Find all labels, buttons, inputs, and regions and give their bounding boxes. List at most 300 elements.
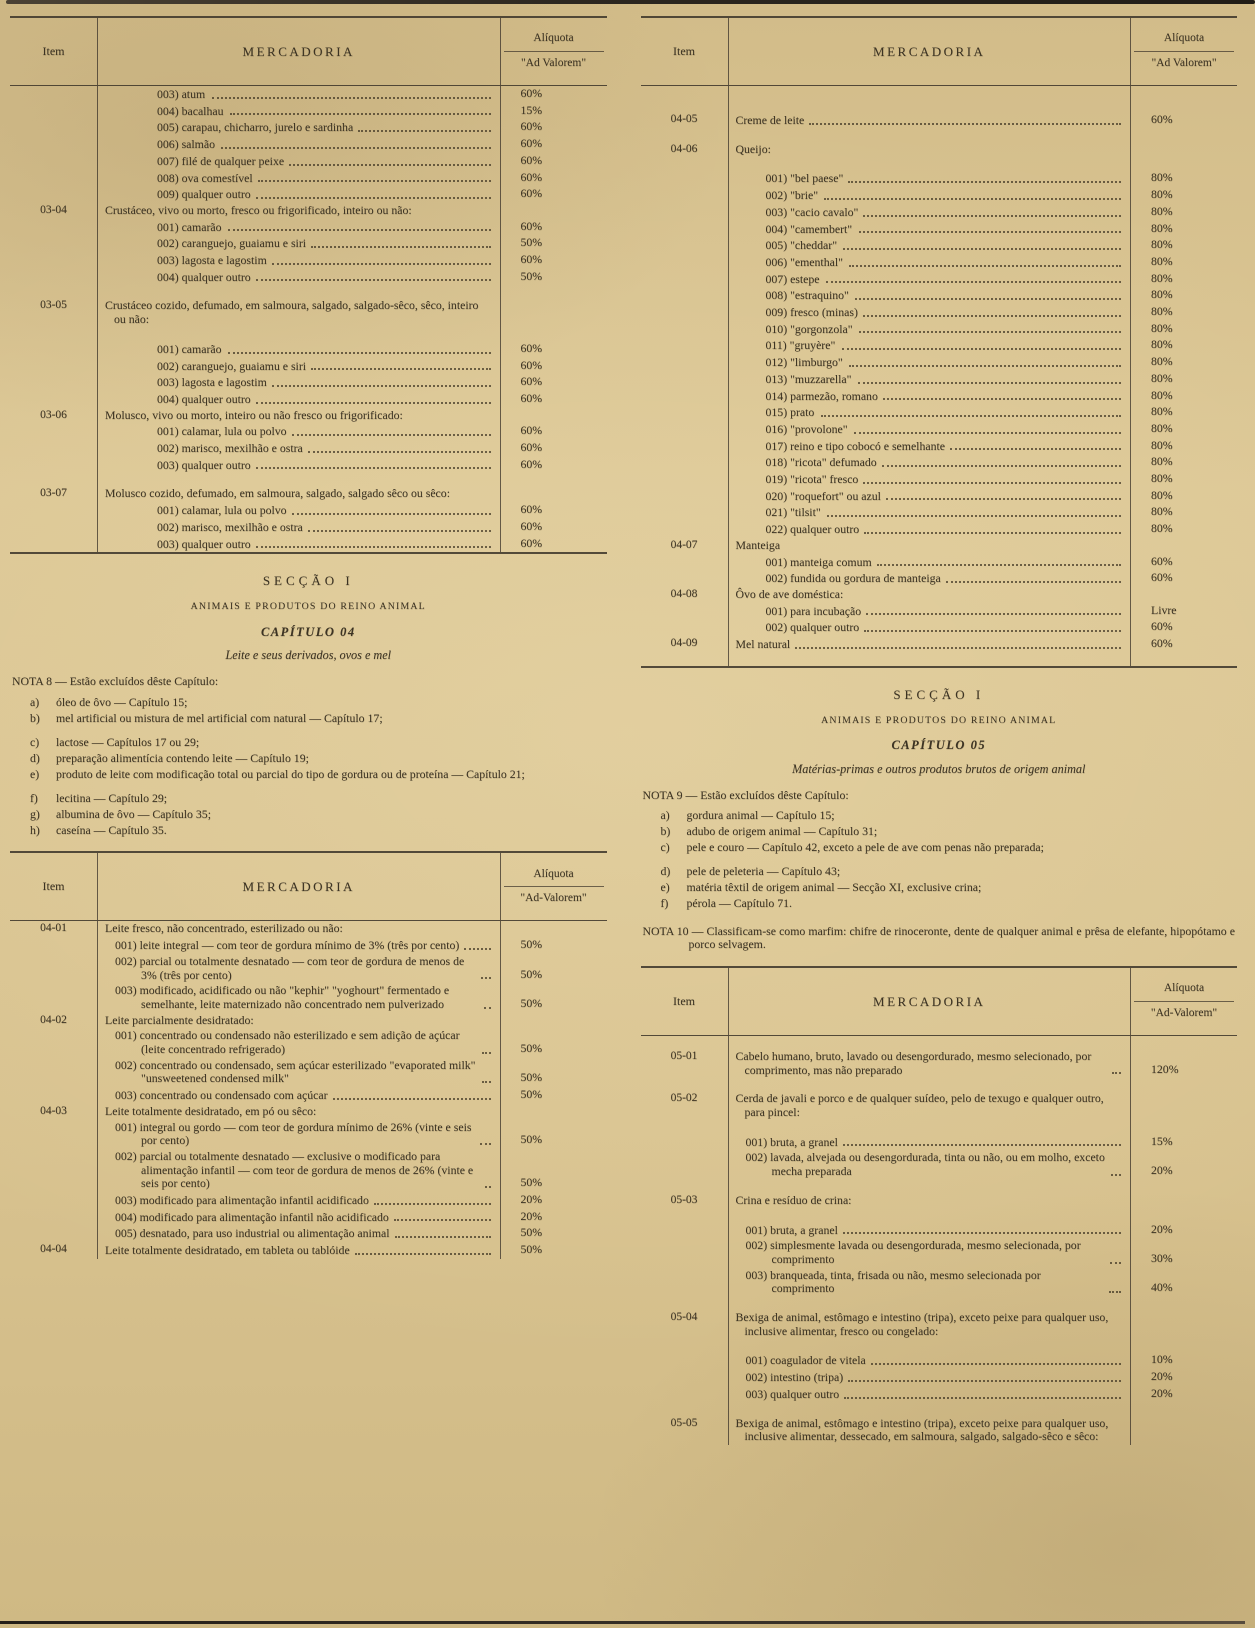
mercadoria-cell	[729, 371, 1132, 388]
mercadoria-text: 007) filé de qualquer peixe	[157, 153, 285, 168]
aliquota-label: Alíquota	[1134, 982, 1234, 1002]
aliquota-cell: 60%	[1151, 619, 1173, 634]
dot-leader	[480, 1143, 491, 1145]
mercadoria-text: 003) qualquer outro	[745, 1386, 840, 1401]
note-intro: NOTA 9 — Estão excluídos dêste Capítulo:	[642, 787, 849, 802]
item-code-cell: 04-05	[641, 112, 729, 129]
table-row	[10, 983, 607, 1012]
item-code-cell	[641, 1403, 729, 1416]
table-row	[641, 1222, 1238, 1239]
item-code-cell	[641, 388, 729, 405]
item-code-cell	[10, 374, 98, 391]
aliquota-cell	[501, 921, 607, 937]
spacer-row	[641, 1078, 1238, 1091]
table-row	[641, 321, 1238, 338]
aliquota-cell	[501, 1013, 607, 1029]
table-row	[10, 136, 607, 153]
mercadoria-cell	[98, 954, 501, 983]
mercadoria-text: 018) "ricota" defumado	[765, 455, 877, 470]
mercadoria-cell	[98, 103, 501, 120]
tariff-table	[10, 16, 607, 554]
aliquota-cell	[1131, 1078, 1237, 1091]
mercadoria-cell	[98, 252, 501, 269]
mercadoria-cell	[729, 1339, 1132, 1352]
table-row	[641, 438, 1238, 455]
item-code-cell	[10, 285, 98, 298]
mercadoria-cell	[729, 388, 1132, 405]
aliquota-cell	[1131, 1180, 1237, 1193]
mercadoria-text: 003) qualquer outro	[157, 457, 251, 472]
dot-leader	[863, 482, 1121, 484]
dot-leader	[485, 1186, 491, 1188]
dot-leader	[308, 530, 491, 532]
mercadoria-cell	[98, 358, 501, 375]
aliquota-cell: 80%	[1151, 437, 1173, 452]
table-row	[10, 341, 607, 358]
item-code-cell: 05-02	[641, 1091, 729, 1120]
mercadoria-cell	[98, 1149, 501, 1192]
table-row	[641, 488, 1238, 505]
mercadoria-cell	[729, 129, 1132, 142]
spacer-row	[641, 129, 1238, 142]
aliquota-cell: 20%	[520, 1192, 543, 1207]
aliquota-cell	[1131, 653, 1237, 666]
mercadoria-cell	[98, 136, 501, 153]
page-top-rule	[6, 0, 1255, 4]
table-row	[10, 486, 607, 502]
dot-leader	[484, 1007, 491, 1009]
aliquota-cell: 120%	[1151, 1061, 1179, 1076]
table-row	[10, 298, 607, 327]
mercadoria-cell	[729, 1297, 1132, 1310]
item-code-cell	[641, 287, 729, 304]
mercadoria-cell	[729, 337, 1132, 354]
aliquota-cell: 50%	[520, 268, 543, 283]
aliquota-cell: 80%	[1151, 454, 1173, 469]
table-row	[641, 254, 1238, 271]
item-code-cell	[641, 471, 729, 488]
aliquota-cell: 80%	[1151, 203, 1173, 218]
note-item	[30, 712, 605, 726]
aliquota-cell: 80%	[1151, 521, 1173, 536]
mercadoria-text: 019) "ricota" fresco	[765, 472, 859, 487]
mercadoria-text: 001) calamar, lula ou polvo	[157, 424, 287, 439]
aliquota-cell: 80%	[1151, 354, 1173, 369]
table-row	[641, 554, 1238, 571]
aliquota-cell: 80%	[1151, 420, 1173, 435]
dot-leader	[394, 1219, 491, 1221]
table-row	[10, 1087, 607, 1104]
mercadoria-text: 004) qualquer outro	[157, 269, 251, 284]
aliquota-cell: 80%	[1151, 237, 1173, 252]
note-item	[661, 897, 1236, 911]
dot-leader	[292, 434, 491, 436]
mercadoria-cell	[729, 204, 1132, 221]
table-row	[641, 504, 1238, 521]
mercadoria-text: Crustáceo, vivo ou morto, fresco ou frigorificado, inteiro ou não:	[105, 202, 412, 217]
table-row	[641, 619, 1238, 636]
table-row	[641, 1416, 1238, 1445]
spacer-row	[10, 328, 607, 341]
mercadoria-cell	[729, 157, 1132, 170]
table-row	[10, 1192, 607, 1209]
column-left	[10, 16, 607, 1447]
table-header	[641, 968, 1238, 1036]
mercadoria-text: 003) lagosta e lagostim	[157, 375, 267, 390]
mercadoria-cell	[729, 538, 1132, 554]
table-row	[641, 1268, 1238, 1297]
aliquota-cell: 60%	[1151, 636, 1173, 651]
item-code-cell	[10, 341, 98, 358]
table-row	[641, 603, 1238, 620]
dot-leader	[395, 1236, 491, 1238]
dot-leader	[289, 164, 490, 166]
note-item	[30, 808, 605, 822]
column-header-aliquota	[501, 853, 607, 920]
mercadoria-text: 006) salmão	[157, 137, 215, 152]
table-row	[641, 1386, 1238, 1403]
mercadoria-cell	[98, 1087, 501, 1104]
table-row	[641, 471, 1238, 488]
item-code-cell: 03-04	[10, 203, 98, 219]
aliquota-label: Alíquota	[504, 32, 604, 52]
aliquota-cell: 80%	[1151, 170, 1173, 185]
item-code-cell	[641, 204, 729, 221]
mercadoria-cell	[98, 519, 501, 536]
table-header	[10, 18, 607, 86]
item-code-cell: 05-04	[641, 1310, 729, 1339]
dot-leader	[272, 385, 491, 387]
mercadoria-text: 022) qualquer outro	[765, 522, 860, 537]
aliquota-cell: 20%	[1151, 1369, 1173, 1384]
note-item-letter: d)	[660, 864, 671, 879]
note-item-text: pele de peleteria — Capítulo 43;	[686, 864, 841, 879]
item-code-cell	[10, 153, 98, 170]
mercadoria-text: Queijo:	[735, 141, 771, 156]
item-code-cell	[10, 954, 98, 983]
mercadoria-cell	[98, 1225, 501, 1242]
note-block	[643, 925, 1236, 952]
item-code-cell	[641, 86, 729, 99]
item-code-cell: 03-05	[10, 298, 98, 327]
item-code-cell	[641, 271, 729, 288]
dot-leader	[374, 1203, 491, 1205]
note-item-letter: e)	[30, 766, 40, 781]
mercadoria-text: 001) leite integral — com teor de gordura mínimo de 3% (três por cento)	[115, 938, 460, 953]
aliquota-cell: 80%	[1151, 220, 1173, 235]
aliquota-cell	[1131, 157, 1237, 170]
aliquota-cell	[1131, 1193, 1237, 1209]
note-item	[30, 768, 605, 782]
column-right	[641, 16, 1238, 1447]
mercadoria-text: 016) "provolone"	[765, 421, 848, 436]
mercadoria-text: 003) concentrado ou condensado com açúcar	[115, 1088, 328, 1103]
note-item	[30, 752, 605, 766]
aliquota-cell: 80%	[1151, 471, 1173, 486]
table-row	[10, 391, 607, 408]
mercadoria-text: 020) "roquefort" ou azul	[765, 488, 881, 503]
tariff-table	[641, 966, 1238, 1445]
aliquota-cell	[1131, 142, 1237, 158]
item-code-cell	[10, 391, 98, 408]
mercadoria-text: 002) fundida ou gordura de manteiga	[765, 571, 941, 586]
item-code-cell	[10, 86, 98, 103]
mercadoria-text: 014) parmezão, romano	[765, 388, 878, 403]
table-row	[10, 1149, 607, 1192]
table-row	[10, 269, 607, 286]
dot-leader	[464, 948, 490, 950]
aliquota-cell: 60%	[520, 374, 543, 389]
mercadoria-text: 013) "muzzarella"	[765, 371, 852, 386]
mercadoria-cell	[729, 1121, 1132, 1134]
mercadoria-text: Bexiga de animal, estômago e intestino (tripa), exceto peixe para qualquer uso, inclusive alimentar, dessecado, em salmoura, salgado, salgado-sêco e sêco:	[735, 1415, 1109, 1444]
note-item-text: albumina de ôvo — Capítulo 35;	[56, 807, 211, 822]
item-code-cell	[641, 1268, 729, 1297]
aliquota-cell: 10%	[1151, 1352, 1173, 1367]
mercadoria-cell	[729, 1310, 1132, 1339]
mercadoria-text: 004) qualquer outro	[157, 391, 251, 406]
mercadoria-text: 009) fresco (minas)	[765, 305, 858, 320]
mercadoria-cell	[729, 1134, 1132, 1151]
table-row	[10, 170, 607, 187]
item-code-cell	[10, 1120, 98, 1149]
table-row	[641, 237, 1238, 254]
tariff-table	[641, 16, 1238, 668]
mercadoria-cell	[98, 285, 501, 298]
item-code-cell	[10, 1028, 98, 1057]
item-code-cell	[641, 99, 729, 112]
mercadoria-cell	[729, 1180, 1132, 1193]
note-item-letter: g)	[30, 807, 40, 822]
mercadoria-cell	[729, 142, 1132, 158]
note-item	[661, 881, 1236, 895]
aliquota-cell: 60%	[520, 86, 543, 100]
table-row	[641, 587, 1238, 603]
item-code-cell	[10, 358, 98, 375]
note-item-text: pérola — Capítulo 71.	[686, 895, 792, 910]
table-row	[10, 358, 607, 375]
mercadoria-cell	[729, 1403, 1132, 1416]
note-item-text: preparação alimentícia contendo leite — Capítulo 19;	[56, 750, 309, 765]
aliquota-cell: 60%	[520, 535, 543, 550]
dot-leader	[864, 532, 1121, 534]
item-code-cell	[641, 570, 729, 587]
dot-leader	[795, 647, 1121, 649]
table-row	[641, 521, 1238, 538]
dot-leader	[258, 180, 491, 182]
table-row	[641, 142, 1238, 158]
mercadoria-cell	[98, 1058, 501, 1087]
table-row	[641, 1150, 1238, 1179]
item-code-cell	[641, 1222, 729, 1239]
item-code-cell: 04-07	[641, 538, 729, 554]
mercadoria-cell	[98, 1013, 501, 1029]
aliquota-cell: 60%	[520, 119, 543, 134]
item-code-cell: 04-06	[641, 142, 729, 158]
spacer-row	[641, 1403, 1238, 1416]
mercadoria-text: 002) marisco, mexilhão e ostra	[157, 441, 303, 456]
spacer-row	[641, 1036, 1238, 1049]
item-code-cell	[641, 371, 729, 388]
mercadoria-cell	[729, 354, 1132, 371]
mercadoria-cell	[729, 1238, 1132, 1267]
note-item	[661, 809, 1236, 823]
table-row	[641, 1352, 1238, 1369]
spacer-row	[641, 99, 1238, 112]
aliquota-cell	[1131, 538, 1237, 554]
aliquota-cell	[501, 473, 607, 486]
dot-leader	[946, 581, 1121, 583]
note-item-letter: c)	[660, 839, 670, 854]
note-item	[30, 792, 605, 806]
table-row	[641, 371, 1238, 388]
item-code-cell	[10, 186, 98, 203]
item-code-cell	[641, 438, 729, 455]
mercadoria-text: 003) lagosta e lagostim	[157, 253, 267, 268]
table-row	[10, 1242, 607, 1259]
mercadoria-text: 006) "ementhal"	[765, 254, 843, 269]
column-header-item: Item	[10, 853, 98, 920]
mercadoria-cell	[729, 421, 1132, 438]
mercadoria-text: Crina e resíduo de crina:	[735, 1192, 852, 1207]
ad-valorem-label: "Ad Valorem"	[1151, 57, 1217, 69]
column-header-item: Item	[10, 18, 98, 85]
aliquota-cell	[501, 285, 607, 298]
dot-leader	[950, 448, 1121, 450]
item-code-cell	[10, 1087, 98, 1104]
table-row	[10, 1104, 607, 1120]
section-number: SECÇÃO I	[893, 686, 985, 702]
dot-leader	[311, 246, 490, 248]
mercadoria-text: 002) parcial ou totalmente desnatado — exclusive o modificado para alimentação infantil — com teor de gordura de menos de 26% (vinte e seis por cento)	[115, 1148, 474, 1191]
mercadoria-text: Cerda de javali e porco e de qualquer suídeo, pelo de texugo e qualquer outro, para pincel:	[735, 1091, 1104, 1120]
dot-leader	[824, 198, 1121, 200]
mercadoria-cell	[729, 1036, 1132, 1049]
aliquota-cell: 50%	[520, 1132, 543, 1147]
item-code-cell	[10, 1149, 98, 1192]
mercadoria-text: 002) "brie"	[765, 188, 819, 203]
table-body	[10, 86, 607, 552]
aliquota-cell: 80%	[1151, 337, 1173, 352]
item-code-cell	[641, 653, 729, 666]
aliquota-cell: 80%	[1151, 304, 1173, 319]
mercadoria-cell	[98, 440, 501, 457]
table-row	[10, 937, 607, 954]
mercadoria-text: 001) "bel paese"	[765, 171, 844, 186]
dot-leader	[809, 123, 1121, 125]
aliquota-cell: 60%	[520, 152, 543, 167]
item-code-cell	[641, 1386, 729, 1403]
chapter-number: CAPÍTULO 05	[891, 738, 987, 753]
table-row	[10, 235, 607, 252]
mercadoria-text: 001) bruta, a granel	[745, 1222, 838, 1237]
note-intro: NOTA 10 — Classificam-se como marfim: chifre de rinoceronte, dente de qualquer animal e prêsa de elefante, hipopótamo e porco selvagem.	[642, 923, 1235, 952]
dot-leader	[883, 398, 1121, 400]
mercadoria-text: Manteiga	[735, 537, 781, 552]
mercadoria-cell	[729, 1268, 1132, 1297]
mercadoria-text: 002) concentrado ou condensado, sem açúcar esterilizado "evaporated milk" "unsweetened condensed milk"	[115, 1057, 476, 1086]
mercadoria-cell	[729, 521, 1132, 538]
table-row	[641, 337, 1238, 354]
mercadoria-text: 008) "estraquino"	[765, 288, 849, 303]
item-code-cell: 03-06	[10, 408, 98, 424]
mercadoria-text: 003) "cacio cavalo"	[765, 204, 859, 219]
table-row	[641, 1091, 1238, 1120]
mercadoria-text: 002) caranguejo, guaiamu e siri	[157, 358, 307, 373]
mercadoria-cell	[98, 502, 501, 519]
mercadoria-cell	[729, 504, 1132, 521]
aliquota-cell: 40%	[1151, 1280, 1173, 1295]
mercadoria-text: 005) "cheddar"	[765, 238, 838, 253]
aliquota-cell: 80%	[1151, 504, 1173, 519]
item-code-cell	[641, 504, 729, 521]
dot-leader	[843, 1144, 1121, 1146]
dot-leader	[844, 1397, 1121, 1399]
note-item-text: gordura animal — Capítulo 15;	[686, 808, 835, 823]
table-row	[641, 454, 1238, 471]
mercadoria-cell	[98, 119, 501, 136]
note-item-letter: b)	[660, 824, 671, 839]
note-item-letter: c)	[30, 735, 40, 750]
mercadoria-cell	[729, 304, 1132, 321]
mercadoria-text: 017) reino e tipo cobocó e semelhante	[765, 438, 946, 453]
mercadoria-cell	[729, 287, 1132, 304]
item-code-cell	[641, 129, 729, 142]
dot-leader	[843, 248, 1121, 250]
aliquota-cell: 60%	[520, 440, 543, 455]
mercadoria-cell	[729, 1150, 1132, 1179]
item-code-cell	[641, 488, 729, 505]
aliquota-cell: 60%	[1151, 553, 1173, 568]
mercadoria-cell	[729, 1369, 1132, 1386]
ad-valorem-label: "Ad Valorem"	[520, 57, 587, 69]
mercadoria-text: Molusco, vivo ou morto, inteiro ou não fresco ou frigorificado:	[105, 407, 403, 422]
table-row	[641, 112, 1238, 129]
dot-leader	[228, 352, 491, 354]
section-category: ANIMAIS E PRODUTOS DO REINO ANIMAL	[821, 714, 1057, 726]
table-row	[641, 221, 1238, 238]
note-item	[30, 696, 605, 710]
dot-leader	[272, 263, 491, 265]
item-code-cell	[641, 421, 729, 438]
table-row	[10, 374, 607, 391]
table-row	[641, 421, 1238, 438]
aliquota-cell	[501, 1104, 607, 1120]
item-code-cell	[10, 219, 98, 236]
aliquota-cell	[501, 408, 607, 424]
aliquota-cell: 80%	[1151, 487, 1173, 502]
mercadoria-cell	[729, 254, 1132, 271]
table-row	[10, 1209, 607, 1226]
table-row	[641, 354, 1238, 371]
aliquota-cell: 15%	[520, 102, 543, 117]
table-body	[641, 1036, 1238, 1445]
mercadoria-text: Mel natural	[735, 637, 791, 652]
mercadoria-cell	[98, 328, 501, 341]
table-row	[641, 1049, 1238, 1078]
aliquota-cell: 20%	[1151, 1221, 1173, 1236]
note-intro: NOTA 8 — Estão excluídos dêste Capítulo:	[12, 674, 219, 689]
chapter-number: CAPÍTULO 04	[260, 624, 356, 639]
dot-leader	[230, 113, 491, 115]
spacer-row	[641, 1180, 1238, 1193]
table-row	[10, 219, 607, 236]
mercadoria-text: 021) "tilsit"	[765, 505, 821, 520]
table-row	[641, 636, 1238, 653]
aliquota-cell	[501, 298, 607, 327]
mercadoria-cell	[729, 187, 1132, 204]
aliquota-cell: 60%	[520, 423, 543, 438]
